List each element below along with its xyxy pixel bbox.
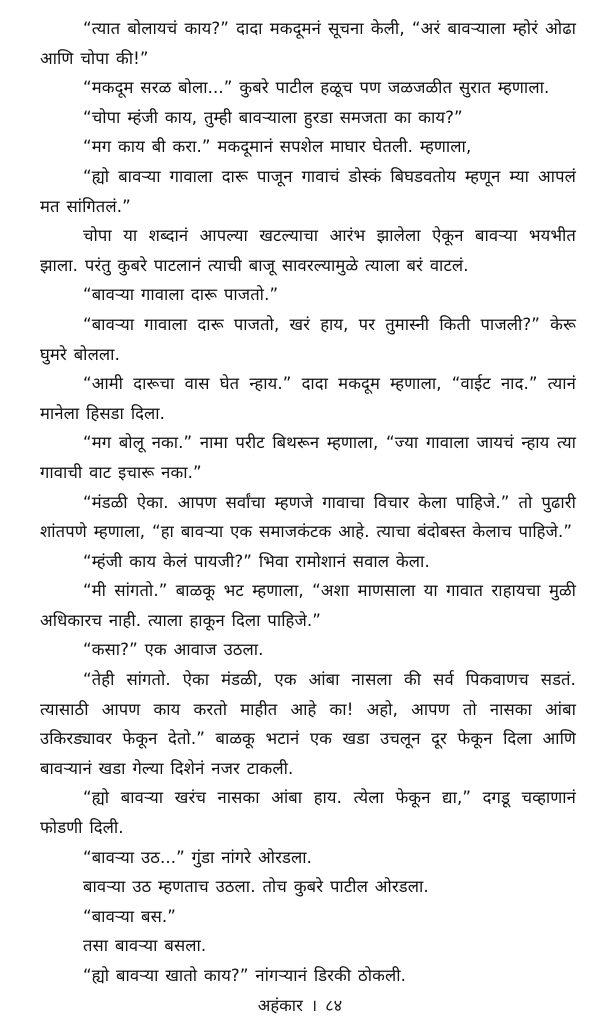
book-title: अहंकार xyxy=(257,996,303,1015)
paragraph: “तेही सांगतो. ऐका मंडळी, एक आंबा नासला की सर्व पिकवाणच सडतं. त्यासाठी आपण काय करतो माहीत आहे का! अहो, आपण तो नासका आंबा उकिरड्यावर फेकून देतो.” बाळकू भटानं एक खडा उचलून दूर फेकून दिला आणि बावऱ्यानं खडा गेल्या दिशेनं नजर टाकली. xyxy=(40,670,576,778)
paragraph: “कसा?” एक आवाज उठला. xyxy=(83,640,264,660)
paragraph: “मंडळी ऐका. आपण सर्वांचा म्हणजे गावाचा विचार केला पाहिजे.” तो पुढारी शांतपणे म्हणाला, “हा बावऱ्या एक समाजकंटक आहे. त्याचा बंदोबस्त केलाच पाहिजे.” xyxy=(40,492,576,542)
page-footer xyxy=(0,995,600,1017)
paragraph: “ह्यो बावऱ्या खातो काय?” नांगऱ्यानं डिरकी ठोकली. xyxy=(83,966,406,985)
paragraph: “म्हंजी काय केलं पायजी?” भिवा रामोशानं सवाल केला. xyxy=(83,551,430,571)
paragraph: “मकदूम सरळ बोला...” कुबरे पाटील हळूच पण जळजळीत सुरात म्हणाला. xyxy=(83,78,550,98)
paragraph: “ह्यो बावऱ्या गावाला दारू पाजून गावाचं डोस्कं बिघडवतोय म्हणून म्या आपलं मत सांगितलं.” xyxy=(40,166,576,216)
paragraph: “बावऱ्या बस.” xyxy=(83,906,176,926)
paragraph: “बावऱ्या गावाला दारू पाजतो.” xyxy=(83,285,279,305)
paragraph: “बावऱ्या उठ...” गुंडा नांगरे ओरडला. xyxy=(83,847,313,867)
footer-separator: । xyxy=(310,996,318,1015)
page-number: ८४ xyxy=(325,996,343,1015)
paragraph: “बावऱ्या गावाला दारू पाजतो, खरं हाय, पर तुमास्नी किती पाजली?” केरू घुमरे बोलला. xyxy=(40,314,576,364)
paragraph: “ह्यो बावऱ्या खरंच नासका आंबा हाय. त्येला फेकून द्या,” दगडू चव्हाणानं फोडणी दिली. xyxy=(40,788,576,838)
paragraph: बावऱ्या उठ म्हणताच उठला. तोच कुबरे पाटील ओरडला. xyxy=(83,877,429,897)
paragraph: “चोपा म्हंजी काय, तुम्ही बावऱ्याला हुरडा समजता का काय?” xyxy=(83,107,463,127)
paragraph: “मग काय बी करा.” मकदूमानं सपशेल माघार घेतली. म्हणाला, xyxy=(83,137,472,157)
body-text xyxy=(40,14,576,991)
paragraph: “आमी दारूचा वास घेत न्हाय.” दादा मकदूम म्हणाला, “वाईट नाद.” त्यानं मानेला हिसडा दिला. xyxy=(40,374,576,423)
paragraph: तसा बावऱ्या बसला. xyxy=(83,936,207,956)
paragraph: चोपा या शब्दानं आपल्या खटल्याचा आरंभ झालेला ऐकून बावऱ्या भयभीत झाला. परंतु कुबरे पाटलानं त्याची बाजू सावरल्यामुळे त्याला बरं वाटलं. xyxy=(40,226,576,275)
paragraph: “त्यात बोलायचं काय?” दादा मकदूमनं सूचना केली, “अरं बावऱ्याला म्होरं ओढा आणि चोपा की!” xyxy=(40,19,576,68)
paragraph: “मी सांगतो.” बाळकू भट म्हणाला, “अशा माणसाला या गावात राहायचा मुळी अधिकारच नाही. त्याला हाकून दिला पाहिजे.” xyxy=(40,581,576,630)
paragraph: “मग बोलू नका.” नामा परीट बिथरून म्हणाला, “ज्या गावाला जायचं न्हाय त्या गावाची वाट इचारू नका.” xyxy=(40,433,576,482)
